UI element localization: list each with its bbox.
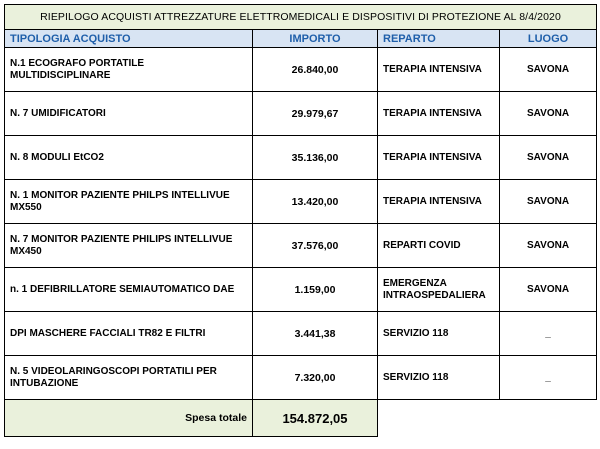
cell-reparto: TERAPIA INTENSIVA (378, 136, 500, 180)
column-header-importo: IMPORTO (253, 30, 378, 48)
cell-reparto: SERVIZIO 118 (378, 312, 500, 356)
column-header-reparto: REPARTO (378, 30, 500, 48)
cell-tipologia: N. 5 VIDEOLARINGOSCOPI PORTATILI PER INTUBAZIONE (5, 356, 253, 400)
cell-reparto: TERAPIA INTENSIVA (378, 48, 500, 92)
cell-tipologia: n. 1 DEFIBRILLATORE SEMIAUTOMATICO DAE (5, 268, 253, 312)
cell-tipologia: N. 7 MONITOR PAZIENTE PHILIPS INTELLIVUE MX450 (5, 224, 253, 268)
total-row (5, 400, 597, 437)
cell-luogo: SAVONA (500, 268, 597, 312)
title-row (5, 5, 597, 30)
total-empty-cell (378, 400, 500, 437)
cell-luogo: SAVONA (500, 48, 597, 92)
table-row (5, 136, 597, 180)
cell-importo: 37.576,00 (253, 224, 378, 268)
cell-importo: 1.159,00 (253, 268, 378, 312)
cell-reparto: EMERGENZA INTRAOSPEDALIERA (378, 268, 500, 312)
cell-luogo: SAVONA (500, 224, 597, 268)
cell-luogo: _ (500, 312, 597, 356)
total-value: 154.872,05 (253, 400, 378, 437)
table-row (5, 224, 597, 268)
column-header-luogo: LUOGO (500, 30, 597, 48)
summary-sheet (4, 4, 596, 437)
table-title: RIEPILOGO ACQUISTI ATTREZZATURE ELETTROMEDICALI E DISPOSITIVI DI PROTEZIONE AL 8/4/2020 (5, 5, 597, 30)
header-row (5, 30, 597, 48)
table-row (5, 92, 597, 136)
table-row (5, 180, 597, 224)
cell-luogo: _ (500, 356, 597, 400)
cell-luogo: SAVONA (500, 180, 597, 224)
cell-reparto: SERVIZIO 118 (378, 356, 500, 400)
cell-luogo: SAVONA (500, 136, 597, 180)
cell-tipologia: N. 8 MODULI EtCO2 (5, 136, 253, 180)
table-row (5, 356, 597, 400)
cell-luogo: SAVONA (500, 92, 597, 136)
cell-tipologia: DPI MASCHERE FACCIALI TR82 E FILTRI (5, 312, 253, 356)
cell-reparto: TERAPIA INTENSIVA (378, 92, 500, 136)
cell-tipologia: N. 1 MONITOR PAZIENTE PHILPS INTELLIVUE MX550 (5, 180, 253, 224)
table-row (5, 48, 597, 92)
total-empty-cell (500, 400, 597, 437)
cell-tipologia: N. 7 UMIDIFICATORI (5, 92, 253, 136)
total-label: Spesa totale (5, 400, 253, 437)
cell-importo: 26.840,00 (253, 48, 378, 92)
cell-importo: 7.320,00 (253, 356, 378, 400)
table-row (5, 268, 597, 312)
cell-importo: 13.420,00 (253, 180, 378, 224)
cell-tipologia: N.1 ECOGRAFO PORTATILE MULTIDISCIPLINARE (5, 48, 253, 92)
table-row (5, 312, 597, 356)
cell-importo: 29.979,67 (253, 92, 378, 136)
cell-reparto: TERAPIA INTENSIVA (378, 180, 500, 224)
cell-importo: 3.441,38 (253, 312, 378, 356)
cell-reparto: REPARTI COVID (378, 224, 500, 268)
cell-importo: 35.136,00 (253, 136, 378, 180)
purchases-table (4, 4, 597, 437)
column-header-tipologia: TIPOLOGIA ACQUISTO (5, 30, 253, 48)
